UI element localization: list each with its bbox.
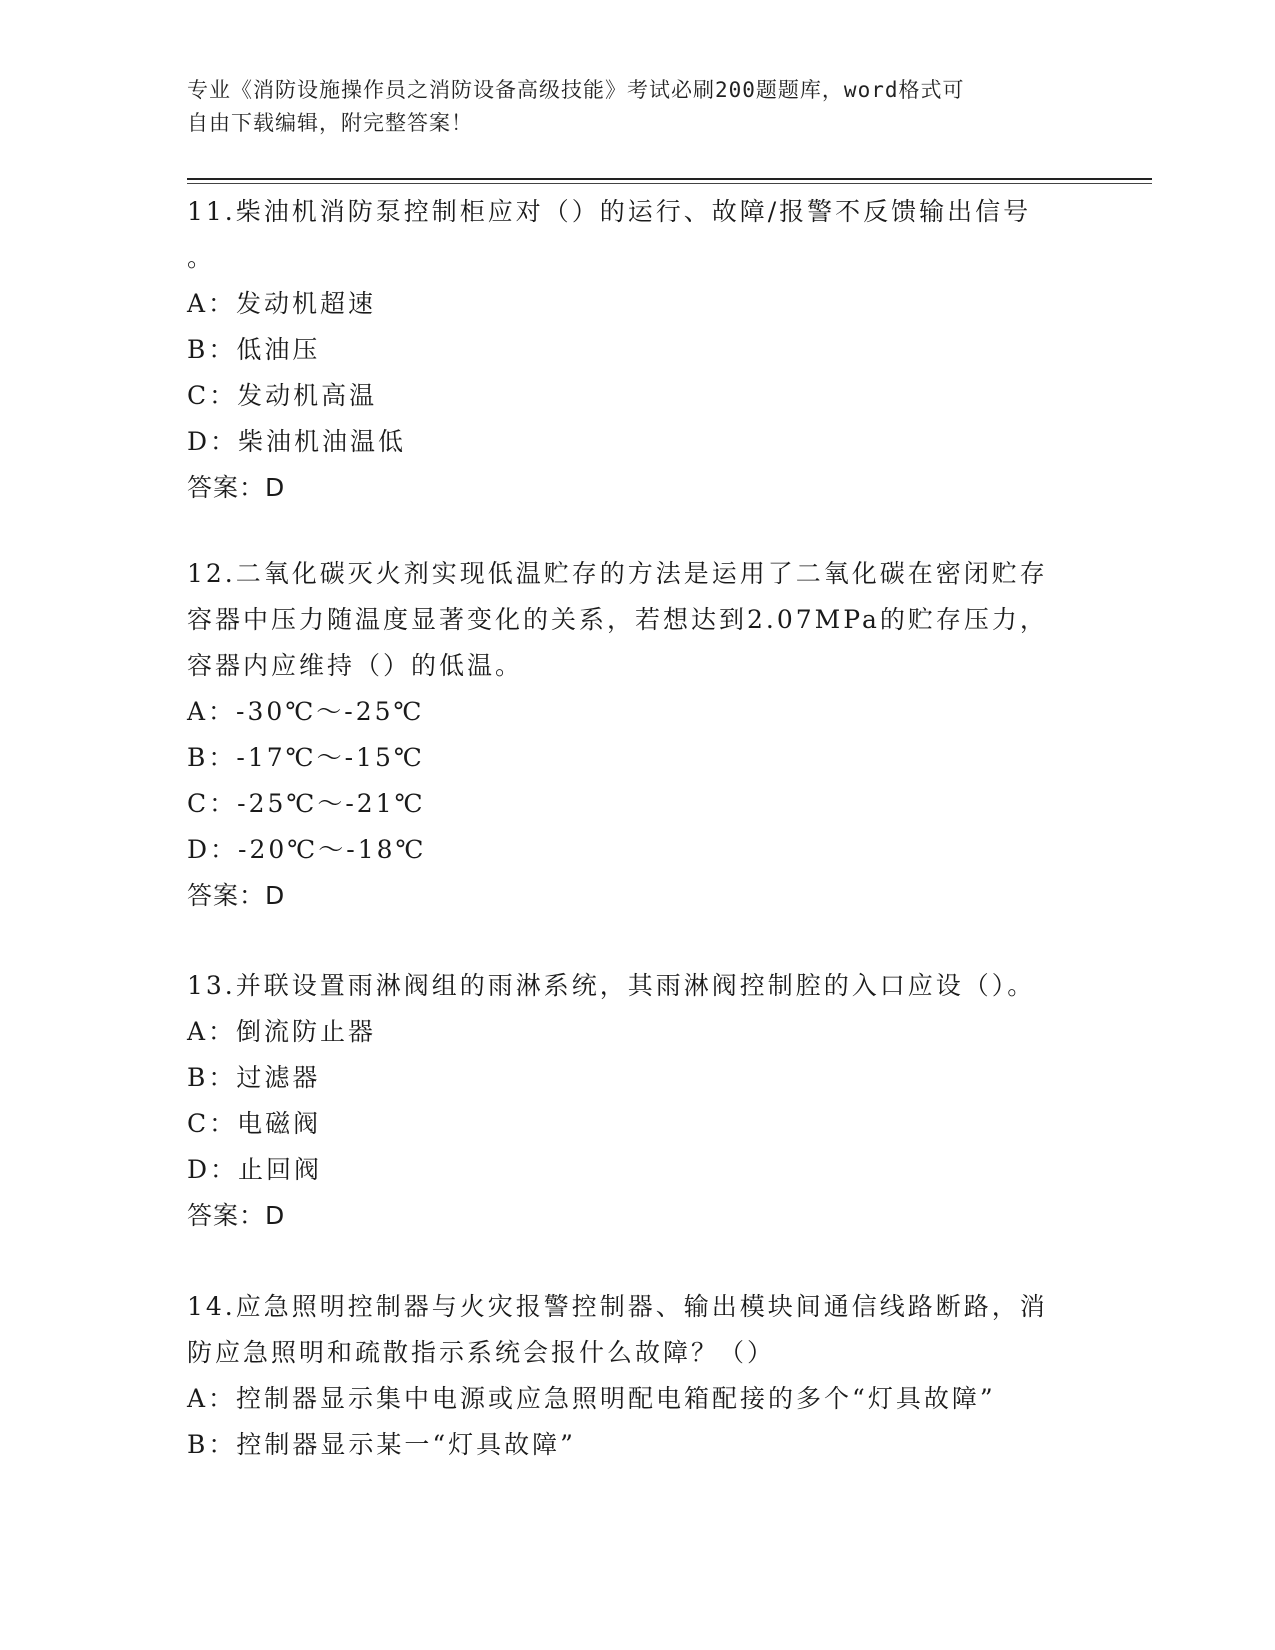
question-stem-line: 。 [187,243,216,272]
option-b: B：-17℃～-15℃ [187,743,425,772]
question-stem-line: 容器中压力随温度显著变化的关系，若想达到2.07MPa的贮存压力， [187,605,1048,634]
question-stem-line: 14.应急照明控制器与火灾报警控制器、输出模块间通信线路断路，消 [187,1292,1048,1321]
option-a: A：控制器显示集中电源或应急照明配电箱配接的多个“灯具故障” [187,1384,996,1413]
document-header [187,74,1087,140]
option-d: D：-20℃～-18℃ [187,835,427,864]
option-b: B：控制器显示某一“灯具故障” [187,1430,576,1459]
option-b: B：低油压 [187,335,321,364]
question-11 [187,189,1087,511]
question-stem-line: 13.并联设置雨淋阀组的雨淋系统，其雨淋阀控制腔的入口应设（）。 [187,971,1036,1000]
question-13 [187,963,1087,1239]
option-c: C：-25℃～-21℃ [187,789,426,818]
header-divider-thick [187,178,1152,180]
question-12 [187,551,1087,919]
header-line-2: 自由下载编辑，附完整答案！ [187,111,473,135]
option-a: A：倒流防止器 [187,1017,377,1046]
option-a: A：发动机超速 [187,289,377,318]
option-d: D：止回阀 [187,1155,323,1184]
question-stem-line: 容器内应维持（）的低温。 [187,651,524,680]
question-14 [187,1284,1087,1468]
option-c: C：发动机高温 [187,381,378,410]
answer-line: 答案：D [187,473,286,502]
question-stem-line: 11.柴油机消防泵控制柜应对（）的运行、故障/报警不反馈输出信号 [187,197,1032,226]
question-stem-line: 防应急照明和疏散指示系统会报什么故障？（） [187,1338,776,1367]
option-a: A：-30℃～-25℃ [187,697,425,726]
answer-line: 答案：D [187,881,286,910]
option-b: B：过滤器 [187,1063,321,1092]
header-divider-thin [187,183,1152,184]
option-c: C：电磁阀 [187,1109,322,1138]
option-d: D：柴油机油温低 [187,427,407,456]
header-line-1: 专业《消防设施操作员之消防设备高级技能》考试必刷200题题库，word格式可 [187,78,965,102]
answer-line: 答案：D [187,1201,286,1230]
question-stem-line: 12.二氧化碳灭火剂实现低温贮存的方法是运用了二氧化碳在密闭贮存 [187,559,1048,588]
